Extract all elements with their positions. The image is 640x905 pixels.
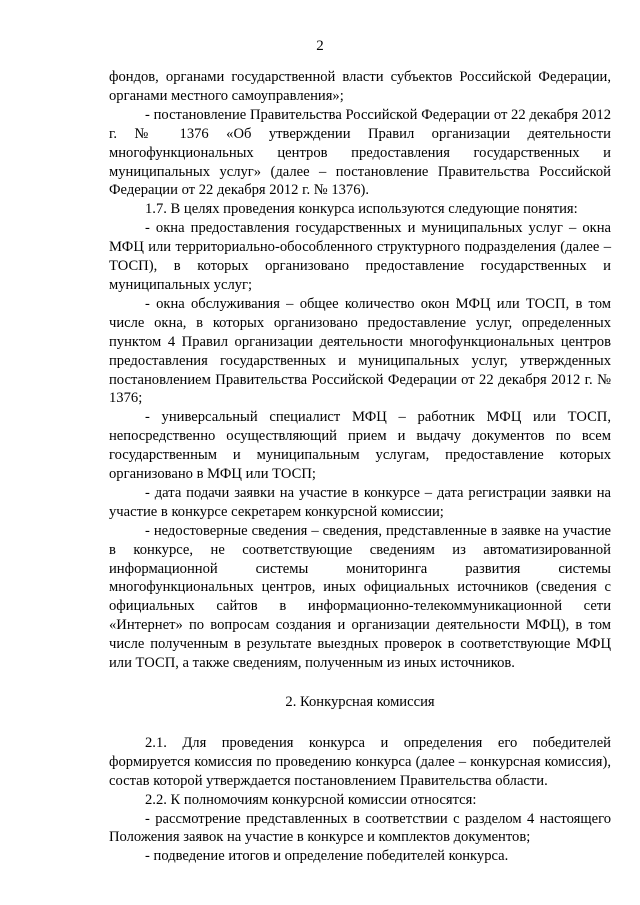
- paragraph: - дата подачи заявки на участие в конкурсе – дата регистрации заявки на участие в конкурсе секретарем конкурсной комиссии;: [109, 484, 611, 520]
- paragraph: 2.1. Для проведения конкурса и определения его победителей формируется комиссия по проведению конкурса (далее – конкурсная комиссия), состав которой утверждается постановлением Правительства области.: [109, 734, 611, 789]
- paragraph: - окна предоставления государственных и муниципальных услуг – окна МФЦ или территориально-обособленного структурного подразделения (далее – ТОСП), в которых организовано предоставление государственных и муниципальных услуг;: [109, 220, 611, 293]
- paragraph: - рассмотрение представленных в соответствии с разделом 4 настоящего Положения заявок на участие в конкурсе и комплектов документов;: [109, 810, 611, 846]
- paragraph: - постановление Правительства Российской Федерации от 22 декабря 2012 г. № 1376 «Об утверждении Правил организации деятельности многофункциональных центров предоставления государственных и муниципальных услуг» (далее – постановление Правительства Российской Федерации от 22 декабря 2012 г. № 1376).: [109, 106, 611, 199]
- document-body: [109, 68, 611, 866]
- paragraph: фондов, органами государственной власти субъектов Российской Федерации, органами местного самоуправления»;: [109, 69, 611, 104]
- paragraph: - окна обслуживания – общее количество окон МФЦ или ТОСП, в том числе окна, в которых организовано предоставление услуг, определенных пунктом 4 Правил организации деятельности многофункциональных центров предоставления государственных и муниципальных услуг, утвержденных постановлением Правительства Российской Федерации от 22 декабря 2012 г. № 1376;: [109, 295, 611, 407]
- section-heading: 2. Конкурсная комиссия: [285, 694, 435, 710]
- paragraph: 1.7. В целях проведения конкурса используются следующие понятия:: [145, 201, 578, 218]
- page-number: 2: [316, 38, 324, 54]
- paragraph: - недостоверные сведения – сведения, представленные в заявке на участие в конкурсе, не соответствующие сведениям из автоматизированной информационной системы мониторинга развития системы многофункциональных центров, иных официальных источников (сведения с официальных сайтов в информационно-телекоммуникационной сети «Интернет» по вопросам создания и организации деятельности МФЦ), в том числе полученным в результате выездных проверок в соответствующие МФЦ или ТОСП, а также сведениям, полученным из иных источников.: [109, 522, 611, 672]
- paragraph: 2.2. К полномочиям конкурсной комиссии относятся:: [145, 791, 477, 808]
- paragraph: - подведение итогов и определение победителей конкурса.: [145, 848, 509, 865]
- paragraph: - универсальный специалист МФЦ – работник МФЦ или ТОСП, непосредственно осуществляющий прием и выдачу документов по всем государственным и муниципальным услугам, предоставление которых организовано в МФЦ или ТОСП;: [109, 409, 611, 483]
